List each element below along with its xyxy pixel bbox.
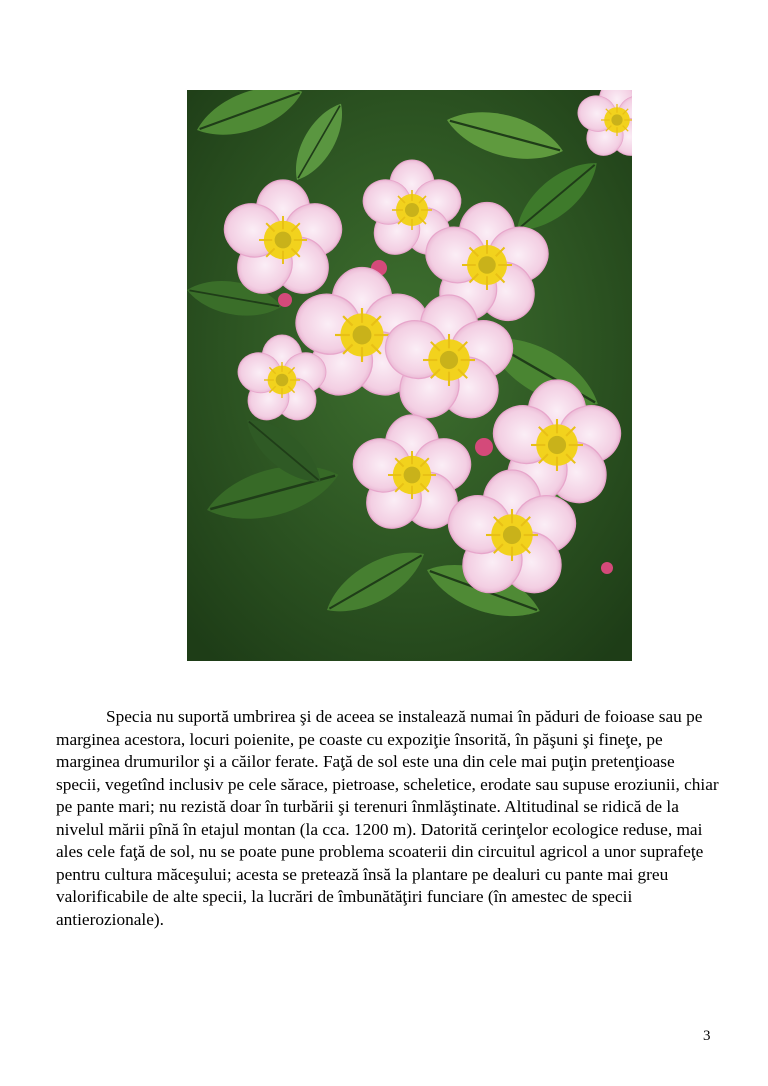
body-paragraph-block: [56, 706, 722, 931]
wild-rose-photo: [187, 90, 632, 661]
page-number: 3: [703, 1028, 711, 1044]
body-paragraph: Specia nu suportă umbrirea şi de aceea se instalează numai în păduri de foioase sau pe marginea acestora, locuri poienite, pe coaste cu expoziţie însorită, în păşuni şi fineţe, pe marginea drumurilor şi a căilor ferate. Faţă de sol este una din cele mai puţin pretenţioase specii, vegetînd inclusiv pe cele sărace, pietroase, scheletice, erodate sau supuse eroziunii, chiar pe pante mari; nu rezistă doar în turbării şi terenuri înmlăştinate. Altitudinal se ridică de la nivelul mării pînă în etajul montan (la cca. 1200 m). Datorită cerinţelor ecologice reduse, mai ales cele faţă de sol, nu se poate pune problema scoaterii din circuitul agricol a unor suprafeţe pentru cultura măceşului; acesta se pretează însă la plantare pe dealuri cu pante mai greu valorificabile de alte specii, la lucrări de îmbunătăţiri funciare (în amestec de specii antierozionale).: [56, 707, 719, 929]
rose-flowers-illustration: [187, 90, 632, 661]
